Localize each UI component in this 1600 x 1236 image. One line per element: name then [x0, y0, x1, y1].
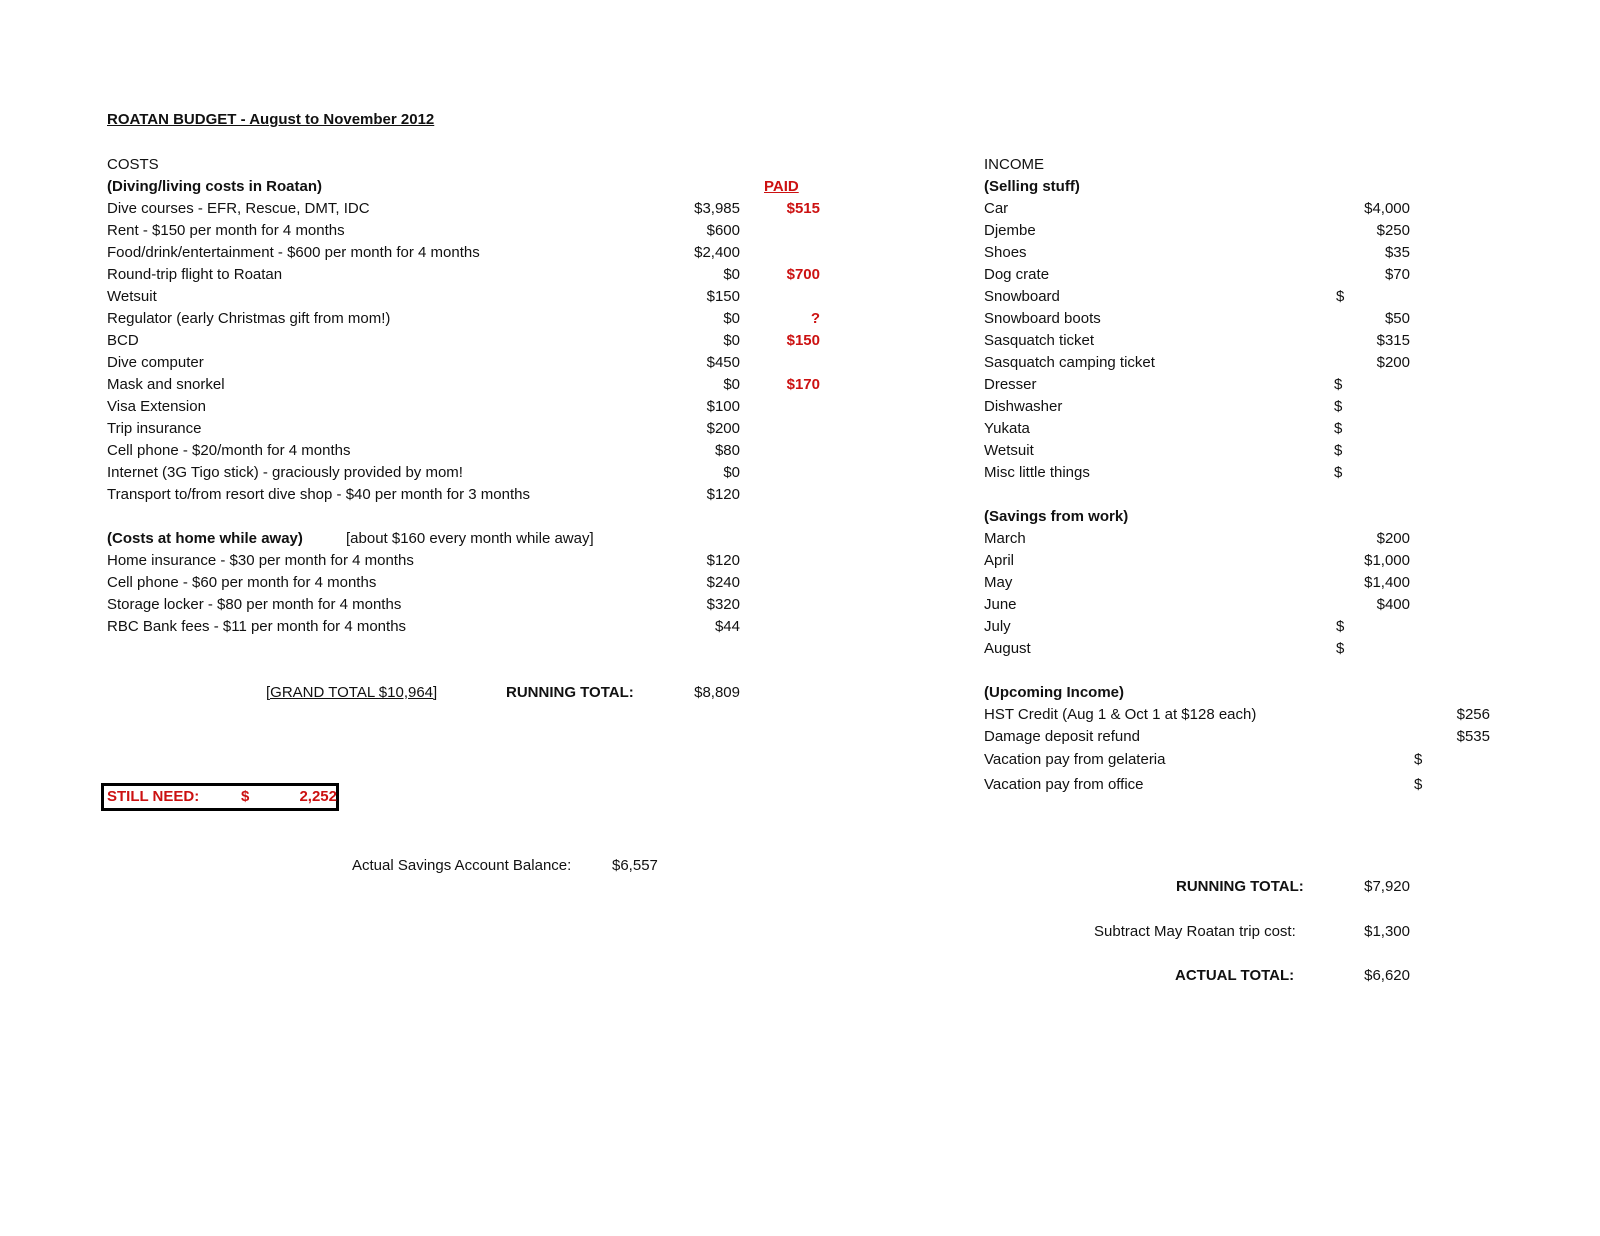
cost-amount: $600: [706, 222, 740, 239]
cost-amount: $150: [706, 288, 740, 305]
cost-label: Mask and snorkel: [107, 376, 225, 393]
income-amount: $: [1334, 442, 1343, 459]
income-label: Djembe: [984, 222, 1036, 239]
income-amount: $: [1334, 398, 1343, 415]
cost-label: Cell phone - $20/month for 4 months: [107, 442, 351, 459]
cost-amount: $320: [706, 596, 740, 613]
paid-amount: $170: [786, 376, 820, 393]
cost-amount: $2,400: [694, 244, 740, 261]
still-need-amount: 2,252: [299, 788, 337, 805]
income-label: Sasquatch ticket: [984, 332, 1095, 349]
income-amount: $70: [1384, 266, 1410, 283]
income-label: June: [984, 596, 1017, 613]
actual-total-label: ACTUAL TOTAL:: [1175, 967, 1295, 984]
cost-amount: $3,985: [694, 200, 740, 217]
income-label: Dog crate: [984, 266, 1050, 283]
income-amount: $35: [1384, 244, 1410, 261]
upcoming-heading: (Upcoming Income): [984, 684, 1125, 701]
income-label: Shoes: [984, 244, 1027, 261]
page-title: ROATAN BUDGET - August to November 2012: [107, 111, 435, 128]
income-label: Yukata: [984, 420, 1030, 437]
cost-label: Visa Extension: [107, 398, 206, 415]
paid-amount: $150: [786, 332, 820, 349]
costs-running-total-label: RUNNING TOTAL:: [506, 684, 634, 701]
income-label: HST Credit (Aug 1 & Oct 1 at $128 each): [984, 706, 1257, 723]
actual-total: $6,620: [1364, 967, 1410, 984]
subtract-trip-amount: $1,300: [1364, 923, 1410, 940]
cost-amount: $0: [723, 310, 740, 327]
cost-label: BCD: [107, 332, 139, 349]
income-label: Car: [984, 200, 1009, 217]
income-label: Wetsuit: [984, 442, 1034, 459]
grand-total: [GRAND TOTAL $10,964]: [266, 684, 438, 701]
income-amount: $200: [1376, 354, 1410, 371]
income-heading: INCOME: [984, 156, 1044, 173]
cost-amount: $200: [706, 420, 740, 437]
income-amount: $256: [1456, 706, 1490, 723]
cost-label: Wetsuit: [107, 288, 157, 305]
income-amount: $: [1334, 420, 1343, 437]
savings-heading: (Savings from work): [984, 508, 1129, 525]
cost-amount: $80: [714, 442, 740, 459]
paid-amount: ?: [810, 310, 820, 327]
income-amount: $400: [1376, 596, 1410, 613]
income-label: Damage deposit refund: [984, 728, 1140, 745]
cost-label: Trip insurance: [107, 420, 202, 437]
income-amount: $4,000: [1364, 200, 1410, 217]
cost-label: Regulator (early Christmas gift from mom!): [107, 310, 391, 327]
cost-amount: $0: [723, 266, 740, 283]
cost-label: Dive courses - EFR, Rescue, DMT, IDC: [107, 200, 370, 217]
paid-heading: PAID: [764, 178, 799, 195]
cost-amount: $44: [714, 618, 740, 635]
cost-label: Rent - $150 per month for 4 months: [107, 222, 345, 239]
cost-label: Dive computer: [107, 354, 204, 371]
cost-label: RBC Bank fees - $11 per month for 4 months: [107, 618, 407, 635]
income-running-total: $7,920: [1364, 878, 1410, 895]
income-amount: $: [1334, 376, 1343, 393]
income-amount: $200: [1376, 530, 1410, 547]
selling-heading: (Selling stuff): [984, 178, 1080, 195]
cost-label: Storage locker - $80 per month for 4 months: [107, 596, 402, 613]
income-label: July: [984, 618, 1011, 635]
income-label: Sasquatch camping ticket: [984, 354, 1155, 371]
paid-amount: $700: [786, 266, 820, 283]
income-amount: $1,400: [1364, 574, 1410, 591]
income-amount: $: [1336, 640, 1345, 657]
cost-label: Transport to/from resort dive shop - $40 per month for 3 months: [107, 486, 530, 503]
cost-amount: $120: [706, 552, 740, 569]
cost-label: Round-trip flight to Roatan: [107, 266, 283, 283]
income-label: Vacation pay from office: [984, 776, 1144, 793]
income-amount: $50: [1384, 310, 1410, 327]
income-label: August: [984, 640, 1031, 657]
costs-running-total: $8,809: [694, 684, 740, 701]
income-amount: $: [1336, 288, 1345, 305]
income-label: Misc little things: [984, 464, 1090, 481]
savings-balance-label: Actual Savings Account Balance:: [352, 857, 572, 874]
income-label: May: [984, 574, 1013, 591]
subtract-trip-label: Subtract May Roatan trip cost:: [1094, 923, 1296, 940]
income-label: Dresser: [984, 376, 1037, 393]
cost-amount: $0: [723, 376, 740, 393]
still-need-label: STILL NEED:: [107, 788, 200, 805]
income-label: Vacation pay from gelateria: [984, 751, 1166, 768]
cost-label: Food/drink/entertainment - $600 per month for 4 months: [107, 244, 480, 261]
income-label: Dishwasher: [984, 398, 1063, 415]
cost-amount: $100: [706, 398, 740, 415]
income-amount: $: [1414, 751, 1423, 768]
cost-amount: $240: [706, 574, 740, 591]
home-costs-note: [about $160 every month while away]: [346, 530, 594, 547]
income-label: April: [984, 552, 1015, 569]
costs-heading: COSTS: [107, 156, 159, 173]
savings-balance-amount: $6,557: [612, 857, 658, 874]
income-label: Snowboard boots: [984, 310, 1101, 327]
income-label: March: [984, 530, 1026, 547]
still-need-currency: $: [241, 788, 250, 805]
cost-label: Cell phone - $60 per month for 4 months: [107, 574, 377, 591]
income-label: Snowboard: [984, 288, 1060, 305]
diving-costs-heading: (Diving/living costs in Roatan): [107, 178, 323, 195]
home-costs-heading: (Costs at home while away): [107, 530, 303, 547]
cost-amount: $450: [706, 354, 740, 371]
cost-amount: $0: [723, 332, 740, 349]
income-amount: $535: [1456, 728, 1490, 745]
income-amount: $250: [1376, 222, 1410, 239]
income-amount: $: [1414, 776, 1423, 793]
cost-amount: $0: [723, 464, 740, 481]
income-amount: $: [1336, 618, 1345, 635]
cost-amount: $120: [706, 486, 740, 503]
income-amount: $1,000: [1364, 552, 1410, 569]
income-amount: $315: [1376, 332, 1410, 349]
income-amount: $: [1334, 464, 1343, 481]
paid-amount: $515: [786, 200, 820, 217]
cost-label: Home insurance - $30 per month for 4 months: [107, 552, 414, 569]
cost-label: Internet (3G Tigo stick) - graciously provided by mom!: [107, 464, 463, 481]
income-running-total-label: RUNNING TOTAL:: [1176, 878, 1304, 895]
